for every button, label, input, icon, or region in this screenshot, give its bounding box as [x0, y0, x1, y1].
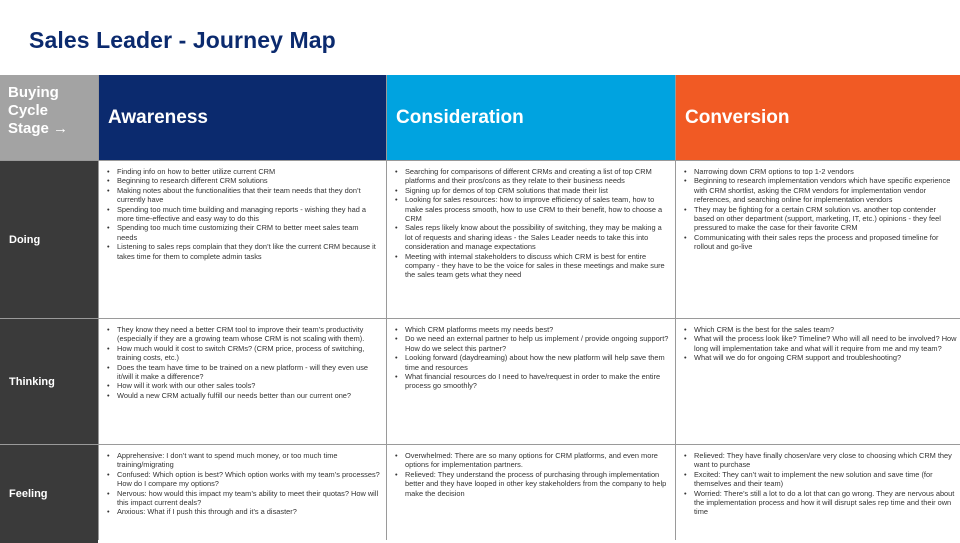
- list-item: • Sales reps likely know about the possibility of switching, they may be making a lot of requests and sharing ideas - the Sales Leader needs to take this into consideration and manage expectations: [405, 223, 669, 251]
- row-label-thinking: Thinking: [0, 319, 98, 444]
- list-item: • Narrowing down CRM options to top 1-2 vendors: [694, 167, 957, 176]
- list-item: • What will we do for ongoing CRM support and troubleshooting?: [694, 353, 957, 362]
- list-item: • Would a new CRM actually fulfill our needs better than our current one?: [117, 391, 380, 400]
- bullet-list: [102, 451, 380, 517]
- stage-consideration-header: Consideration: [387, 75, 675, 160]
- bullet-list: [679, 451, 957, 517]
- doing-awareness-cell: [99, 161, 386, 318]
- bullet-list: [390, 325, 669, 391]
- list-item: • Relieved: They have finally chosen/are very close to choosing which CRM they want to purchase: [694, 451, 957, 470]
- bullet-list: [679, 325, 957, 363]
- bullet-list: [390, 167, 669, 280]
- list-item: • Spending too much time building and managing reports - wishing they had a more time-effective and easy way to do this: [117, 205, 380, 224]
- list-item: • Relieved: They understand the process of purchasing through implementation better and they have looped in other key stakeholders from the company to help make the decision: [405, 470, 669, 498]
- list-item: • They know they need a better CRM tool to improve their team’s productivity (especially if they are a growing team whose CRM is not scaling with them).: [117, 325, 380, 344]
- thinking-awareness-cell: [99, 319, 386, 444]
- list-item: • Meeting with internal stakeholders to discuss which CRM is best for entire company - they have to be the voice for sales in these meetings and make sure the sales team gets what they need: [405, 252, 669, 280]
- list-item: • Worried: There’s still a lot to do a lot that can go wrong. They are nervous about the implementation process and how it will disrupt sales rep time and their own time: [694, 489, 957, 517]
- row-label-feeling: Feeling: [0, 445, 98, 543]
- journey-map-table: [0, 75, 960, 540]
- list-item: • Listening to sales reps complain that they don’t like the current CRM because it takes time for them to complete admin tasks: [117, 242, 380, 261]
- list-item: • They may be fighting for a certain CRM solution vs. another top contender based on other department (support, marketing, IT, etc.) opinions - they feel pressured to make the case for their favorite CRM: [694, 205, 957, 233]
- row-label-doing: Doing: [0, 161, 98, 318]
- stage-conversion-header: Conversion: [676, 75, 960, 160]
- list-item: • Looking for sales resources: how to improve efficiency of sales team, how to make sales process smooth, how to use CRM to their benefit, how to choose a CRM: [405, 195, 669, 223]
- list-item: • Do we need an external partner to help us implement / provide ongoing support? How do we select this partner?: [405, 334, 669, 353]
- list-item: • How will it work with our other sales tools?: [117, 381, 380, 390]
- thinking-consideration-cell: [387, 319, 675, 444]
- stage-awareness-header: Awareness: [99, 75, 386, 160]
- doing-conversion-cell: [676, 161, 960, 318]
- feeling-conversion-cell: [676, 445, 960, 543]
- doing-consideration-cell: [387, 161, 675, 318]
- list-item: • Searching for comparisons of different CRMs and creating a list of top CRM platforms and their pros/cons as they relate to their business needs: [405, 167, 669, 186]
- bullet-list: [679, 167, 957, 252]
- buying-cycle-stage-header: Buying Cycle Stage →: [0, 75, 98, 160]
- list-item: • Excited: They can’t wait to implement the new solution and save time (for themselves and their team): [694, 470, 957, 489]
- feeling-consideration-cell: [387, 445, 675, 543]
- list-item: • Making notes about the functionalities that their team needs that they don’t currently have: [117, 186, 380, 205]
- list-item: • Apprehensive: I don’t want to spend much money, or too much time training/migrating: [117, 451, 380, 470]
- list-item: • Nervous: how would this impact my team’s ability to meet their quotas? How will this impact current deals?: [117, 489, 380, 508]
- list-item: • Overwhelmed: There are so many options for CRM platforms, and even more options for implementation partners.: [405, 451, 669, 470]
- list-item: • Beginning to research implementation vendors which have specific experience with CRM shortlist, asking the CRM vendors for implementation vendor references, and searching online for implementation vendors: [694, 176, 957, 204]
- list-item: • Communicating with their sales reps the process and proposed timeline for rollout and go-live: [694, 233, 957, 252]
- page-title: Sales Leader - Journey Map: [29, 27, 336, 53]
- list-item: • Finding info on how to better utilize current CRM: [117, 167, 380, 176]
- list-item: • What will the process look like? Timeline? Who will all need to be involved? How long will implementation take and what will it require from me and my team?: [694, 334, 957, 353]
- list-item: • Beginning to research different CRM solutions: [117, 176, 380, 185]
- bullet-list: [102, 167, 380, 261]
- list-item: • Anxious: What if I push this through and it’s a disaster?: [117, 507, 380, 516]
- feeling-awareness-cell: [99, 445, 386, 543]
- list-item: • Does the team have time to be trained on a new platform - will they even use it/will it make a difference?: [117, 363, 380, 382]
- bullet-list: [102, 325, 380, 400]
- list-item: • Which CRM is the best for the sales team?: [694, 325, 957, 334]
- list-item: • What financial resources do I need to have/request in order to make the entire process go smoothly?: [405, 372, 669, 391]
- thinking-conversion-cell: [676, 319, 960, 444]
- list-item: • How much would it cost to switch CRMs? (CRM price, process of switching, training costs, etc.): [117, 344, 380, 363]
- bullet-list: [390, 451, 669, 498]
- list-item: • Which CRM platforms meets my needs best?: [405, 325, 669, 334]
- list-item: • Spending too much time customizing their CRM to better meet sales team needs: [117, 223, 380, 242]
- list-item: • Confused: Which option is best? Which option works with my team’s processes? How do I compare my options?: [117, 470, 380, 489]
- list-item: • Signing up for demos of top CRM solutions that made their list: [405, 186, 669, 195]
- list-item: • Looking forward (daydreaming) about how the new platform will help save them time and resources: [405, 353, 669, 372]
